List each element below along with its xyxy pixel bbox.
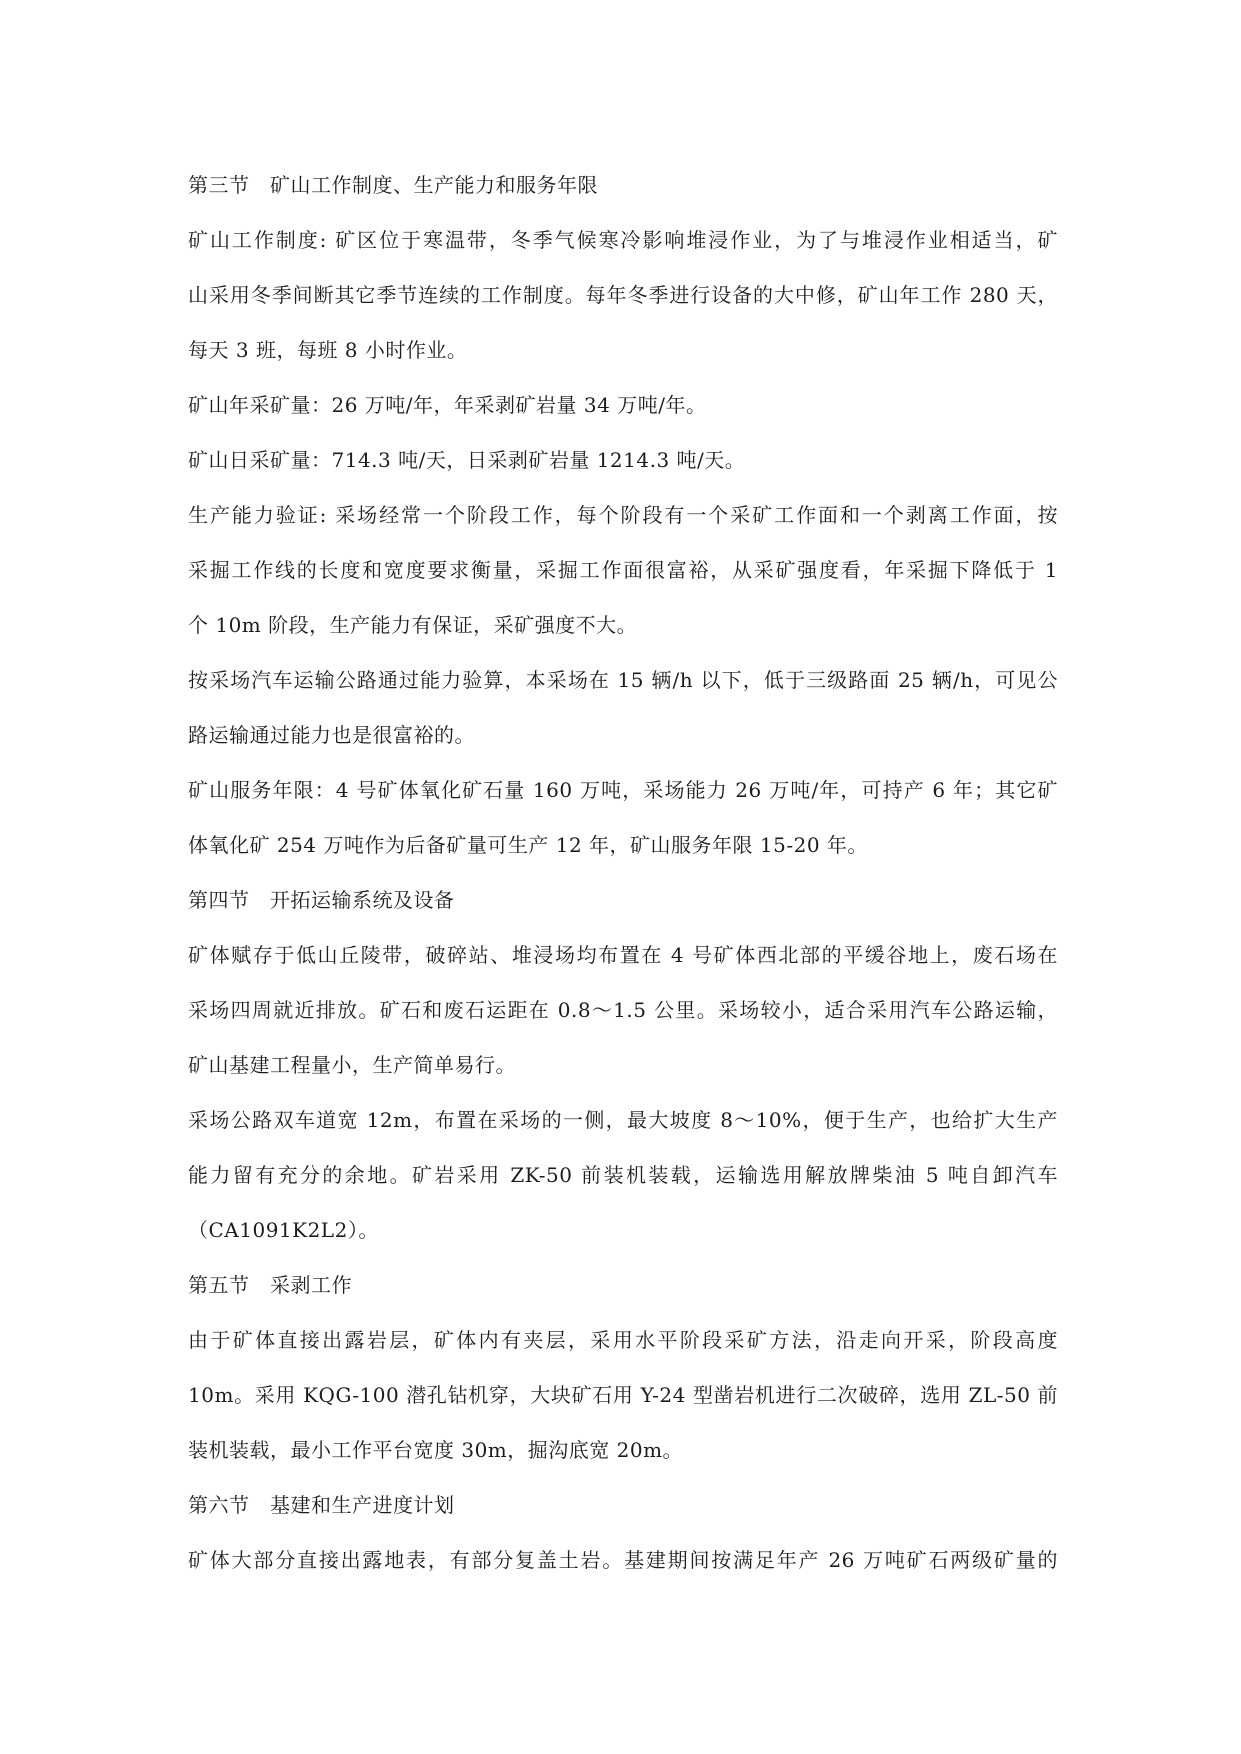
paragraph-line: 采场四周就近排放。矿石和废石运距在 0.8～1.5 公里。采场较小，适合采用汽车公路运输，	[188, 998, 1058, 1022]
paragraph-line: 矿山服务年限：4 号矿体氧化矿石量 160 万吨，采场能力 26 万吨/年，可持产 6 年；其它矿	[188, 778, 1058, 802]
paragraph-line: 体氧化矿 254 万吨作为后备矿量可生产 12 年，矿山服务年限 15-20 年。	[188, 833, 868, 857]
paragraph-line: 矿山基建工程量小，生产简单易行。	[188, 1053, 516, 1077]
paragraph-line: 矿山日采矿量：714.3 吨/天，日采剥矿岩量 1214.3 吨/天。	[188, 448, 746, 472]
paragraph-line: 山采用冬季间断其它季节连续的工作制度。每年冬季进行设备的大中修，矿山年工作 280 天，	[188, 283, 1058, 307]
paragraph-line: 10m。采用 KQG-100 潜孔钻机穿，大块矿石用 Y-24 型凿岩机进行二次破碎，选用 ZL-50 前	[188, 1383, 1058, 1407]
paragraph-line: 采场公路双车道宽 12m，布置在采场的一侧，最大坡度 8～10%，便于生产，也给扩大生产	[188, 1108, 1058, 1132]
paragraph-line: 矿山年采矿量：26 万吨/年，年采剥矿岩量 34 万吨/年。	[188, 393, 707, 417]
paragraph-line: 每天 3 班，每班 8 小时作业。	[188, 338, 468, 362]
section-heading-6: 第六节 基建和生产进度计划	[188, 1493, 455, 1517]
paragraph-line: （CA1091K2L2）。	[188, 1218, 379, 1242]
paragraph-line: 按采场汽车运输公路通过能力验算，本采场在 15 辆/h 以下，低于三级路面 25 辆/h，可见公	[188, 668, 1058, 692]
paragraph-line: 个 10m 阶段，生产能力有保证，采矿强度不大。	[188, 613, 638, 637]
document-body	[188, 158, 1058, 1588]
section-heading-4: 第四节 开拓运输系统及设备	[188, 888, 455, 912]
paragraph-line: 路运输通过能力也是很富裕的。	[188, 723, 475, 747]
section-heading-5: 第五节 采剥工作	[188, 1273, 352, 1297]
paragraph-line: 能力留有充分的余地。矿岩采用 ZK-50 前装机装载，运输选用解放牌柴油 5 吨自卸汽车	[188, 1163, 1058, 1187]
paragraph-line: 生产能力验证: 采场经常一个阶段工作，每个阶段有一个采矿工作面和一个剥离工作面，按	[188, 503, 1058, 527]
paragraph-line: 矿体大部分直接出露地表，有部分复盖土岩。基建期间按满足年产 26 万吨矿石两级矿量的	[188, 1548, 1058, 1572]
paragraph-line: 装机装载，最小工作平台宽度 30m，掘沟底宽 20m。	[188, 1438, 684, 1462]
paragraph-line: 由于矿体直接出露岩层，矿体内有夹层，采用水平阶段采矿方法，沿走向开采，阶段高度	[188, 1328, 1058, 1352]
section-heading-3: 第三节 矿山工作制度、生产能力和服务年限	[188, 173, 598, 197]
paragraph-line: 矿体赋存于低山丘陵带，破碎站、堆浸场均布置在 4 号矿体西北部的平缓谷地上，废石场在	[188, 943, 1058, 967]
paragraph-line: 采掘工作线的长度和宽度要求衡量，采掘工作面很富裕，从采矿强度看，年采掘下降低于 1	[188, 558, 1058, 582]
paragraph-line: 矿山工作制度: 矿区位于寒温带，冬季气候寒冷影响堆浸作业，为了与堆浸作业相适当，矿	[188, 228, 1058, 252]
